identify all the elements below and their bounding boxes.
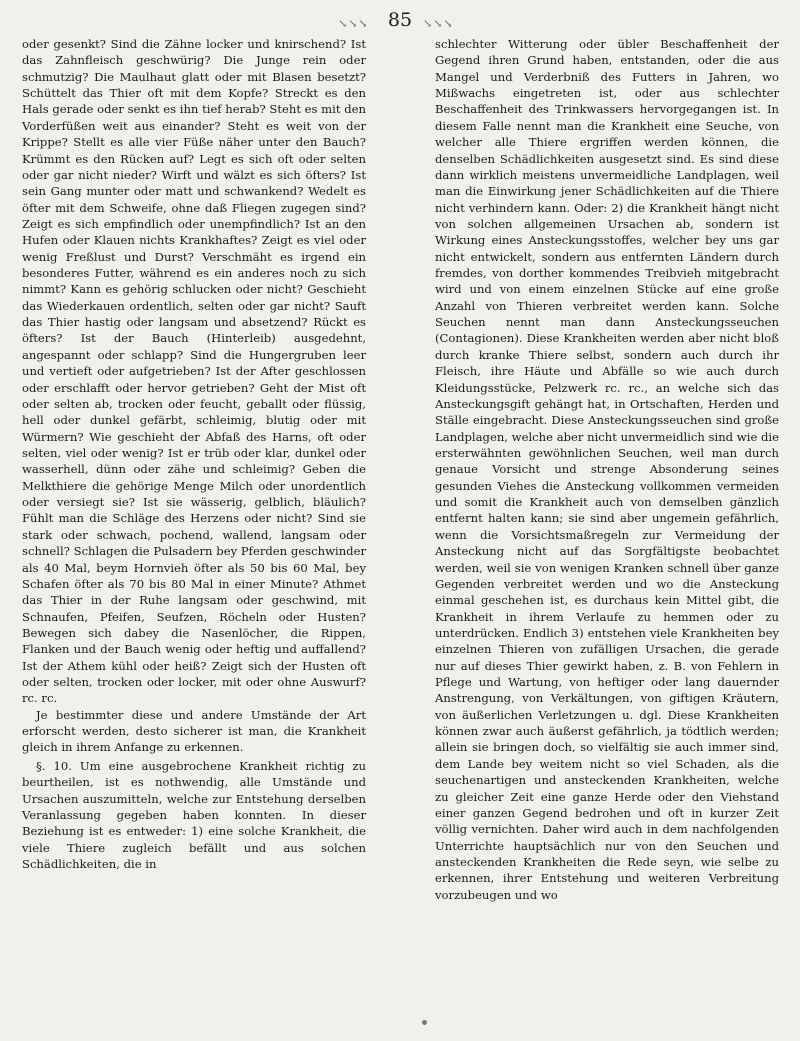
- paragraph-questions: oder gesenkt? Sind die Zähne locker und knirschend? Ist das Zahnfleisch geschwürig? Die Junge rein oder schmutzig? Die Maulhaut glatt oder mit Blasen besetzt? Schüttelt das Thier oft mit dem Kopfe? Streckt es den Hals gerade oder senkt es ihn tief herab? Steht es mit den Vorderfüßen weit aus einander? Steht es weit von der Krippe? Stellt es alle vier Füße näher unter den Bauch? Krümmt es den Rücken auf? Legt es sich oft oder selten oder gar nicht nieder? Wirft und wälzt es sich öfters? Ist sein Gang munter oder matt und schwankend? Wedelt es öfter mit dem Schweife, ohne daß Fliegen zugegen sind? Zeigt es sich empfindlich oder unempfindlich? Ist an den Hufen oder Klauen nichts Krankhaftes? Zeigt es viel oder wenig Freßlust und Durst? Verschmäht es irgend ein besonderes Futter, während es ein anderes noch zu sich nimmt? Kann es gehörig schlucken oder nicht? Geschieht das Wiederkauen ordentlich, selten oder gar nicht? Sauft das Thier hastig oder langsam und absetzend? Rückt es öfters? Ist der Bauch (Hinterleib) ausgedehnt, angespannt oder schlapp? Sind die Hungergruben leer und vertieft oder aufgetrieben? Ist der After geschlossen oder erschlafft oder hervor getrieben? Geht der Mist oft oder selten ab, trocken oder feucht, geballt oder flüssig, hell oder dunkel gefärbt, schleimig, blutig oder mit Würmern? Wie geschieht der Abfaß des Harns, oft oder selten, viel oder wenig? Ist er trüb oder klar, dunkel oder wasserhell, dünn oder zähe und schleimig? Geben die Melkthiere die gehörige Menge Milch oder unordentlich oder versiegt sie? Ist sie wässerig, gelblich, bläulich? Fühlt man die Schläge des Herzens oder nicht? Sind sie stark oder schwach, pochend, wallend, langsam oder schnell? Schlagen die Pulsadern bey Pferden geschwinder als 40 Mal, beym Hornvieh öfter als 50 bis 60 Mal, bey Schafen öfter als 70 bis 80 Mal in einer Minute? Athmet das Thier in der Ruhe langsam oder geschwind, mit Schnaufen, Pfeifen, Seufzen, Röcheln oder Husten? Bewegen sich dabey die Nasenlöcher, die Rippen, Flanken und der Bauch wenig oder heftig und auffallend? Ist der Athem kühl oder heiß? Zeigt sich der Husten oft oder selten, trocken oder locker, mit oder ohne Auswurf? rc. rc.: [22, 37, 366, 706]
- bottom-dot-mark: [422, 1020, 427, 1025]
- ornament-left: ↘↘↘: [338, 17, 369, 30]
- page-number: 85: [387, 9, 413, 31]
- paragraph-conclusion: Je bestimmter diese und andere Umstände der Art erforscht werden, desto sicherer ist man, die Krankheit gleich in ihrem Anfange zu erkennen.: [22, 707, 366, 755]
- left-column: [22, 36, 366, 872]
- right-column: [435, 36, 779, 903]
- paragraph-section-10: §. 10. Um eine ausgebrochene Krankheit richtig zu beurtheilen, ist es nothwendig, alle Umstände und Ursachen auszumitteln, welche zur Entstehung derselben Veranlassung gegeben haben konnten. In dieser Beziehung ist es entweder: 1) eine solche Krankheit, die viele Thiere zugleich befällt und aus solchen Schädlichkeiten, die in: [22, 758, 366, 871]
- ornament-right: ↘↘↘: [423, 17, 454, 30]
- page-header: [0, 5, 800, 39]
- paragraph-continuation: schlechter Witterung oder übler Beschaffenheit der Gegend ihren Grund haben, entstanden, oder die aus Mangel und Verderbniß des Futters in Jahren, wo Mißwachs eingetreten ist, oder aus schlechter Beschaffenheit des Trinkwassers hervorgegangen ist. In diesem Falle nennt man die Krankheit eine Seuche, von welcher alle Thiere ergriffen werden können, die denselben Schädlichkeiten ausgesetzt sind. Es sind diese dann wirklich meistens unvermeidliche Landplagen, weil man die Einwirkung jener Schädlichkeiten auf die Thiere nicht verhindern kann. Oder: 2) die Krankheit hängt nicht von solchen allgemeinen Ursachen ab, sondern ist Wirkung eines Ansteckungsstoffes, welcher bey uns gar nicht entwickelt, sondern aus entfernten Ländern durch fremdes, von dorther kommendes Treibvieh mitgebracht wird und von einem einzelnen Stücke auf eine große Anzahl von Thieren verbreitet werden kann. Solche Seuchen nennt man dann Ansteckungsseuchen (Contagionen). Diese Krankheiten werden aber nicht bloß durch kranke Thiere selbst, sondern auch durch ihr Fleisch, ihre Häute und Abfälle so wie auch durch Kleidungsstücke, Pelzwerk rc. rc., an welche sich das Ansteckungsgift gehängt hat, in Ortschaften, Herden und Ställe eingebracht. Diese Ansteckungsseuchen sind große Landplagen, welche aber nicht unvermeidlich sind wie die ersterwähnten gewöhnlichen Seuchen, weil man durch genaue Vorsicht und strenge Absonderung seines gesunden Viehes die Ansteckung vollkommen vermeiden und somit die Krankheit auch von demselben gänzlich entfernt halten kann; sie sind aber ungemein gefährlich, wenn die Vorsichtsmaßregeln zur Vermeidung der Ansteckung nicht auf das Sorgfältigste beobachtet werden, weil sie von wenigen Kranken schnell über ganze Gegenden verbreitet werden und wo die Ansteckung einmal geschehen ist, es durchaus kein Mittel gibt, die Krankheit in ihrem Verlaufe zu hemmen oder zu unterdrücken. Endlich 3) entstehen viele Krankheiten bey einzelnen Thieren von zufälligen Ursachen, die gerade nur auf dieses Thier gewirkt haben, z. B. von Fehlern in Pflege und Wartung, von heftiger oder lang dauernder Anstrengung, von Verkältungen, von giftigen Kräutern, von äußerlichen Verletzungen u. dgl. Diese Krankheiten können zwar auch äußerst gefährlich, ja tödtlich werden; allein sie bringen doch, so vielfältig sie auch immer sind, dem Lande bey weitem nicht so viel Schaden, als die seuchenartigen und ansteckenden Krankheiten, welche zu gleicher Zeit eine ganze Herde oder den Viehstand einer ganzen Gegend bedrohen und oft in kurzer Zeit völlig vernichten. Daher wird auch in dem nachfolgenden Unterrichte hauptsächlich nur von den Seuchen und ansteckenden Krankheiten die Rede seyn, wie selbe zu erkennen, ihrer Entstehung und weiteren Verbreitung vorzubeugen und wo: [435, 37, 779, 902]
